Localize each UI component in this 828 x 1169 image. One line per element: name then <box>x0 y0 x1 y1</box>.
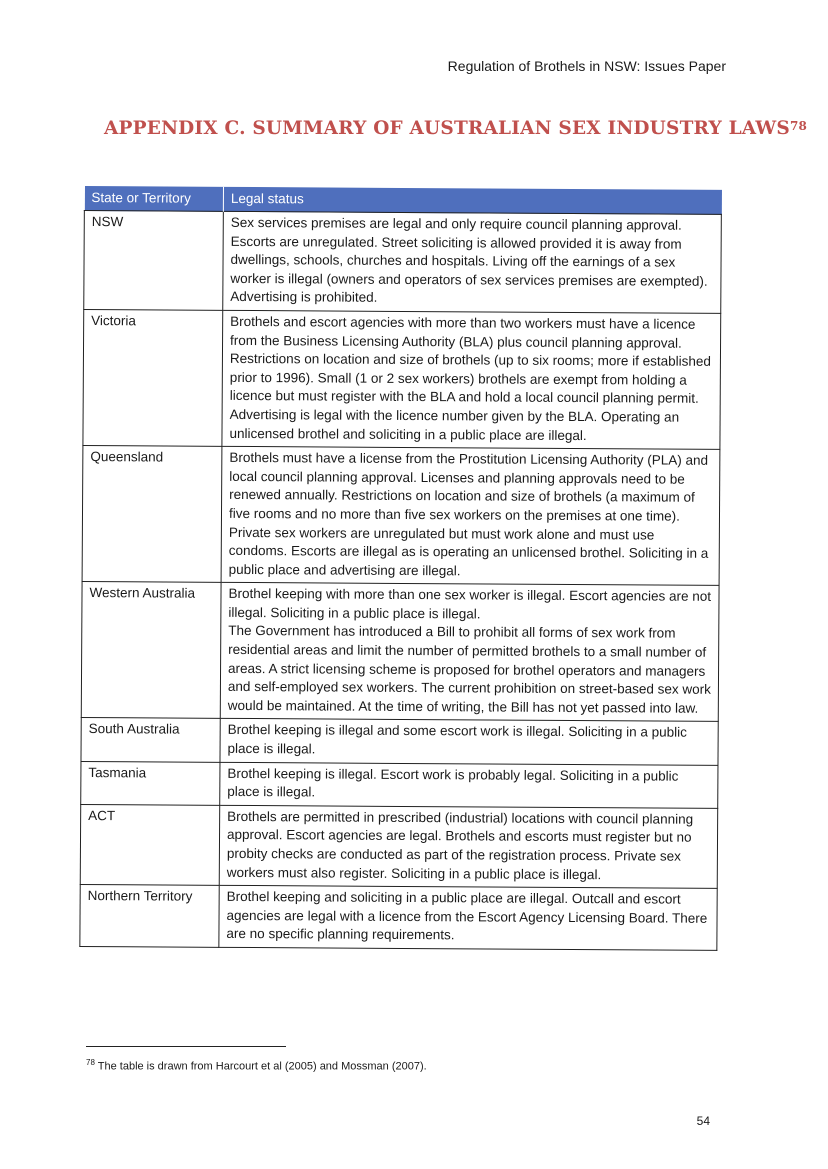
state-cell: Tasmania <box>81 761 220 805</box>
legal-status-cell: Sex services premises are legal and only require council planning approval. Escorts are unregulated. Street soliciting is allowed provided it is away from dwellings, schools, churches and hospitals. Living off the earnings of a sex worker is illegal (owners and operators of sex services premises are exempted). Advertising is prohibited. <box>223 211 722 313</box>
page-number: 54 <box>696 1114 710 1128</box>
legal-status-cell: Brothel keeping is illegal. Escort work is probably legal. Soliciting in a public place is illegal. <box>220 762 718 808</box>
state-cell: South Australia <box>81 718 220 762</box>
legal-status-paragraph: Brothel keeping with more than one sex worker is illegal. Escort agencies are not illegal. Soliciting in a public place is illegal. <box>228 586 712 622</box>
legal-status-cell: Brothels must have a license from the Prostitution Licensing Authority (PLA) and local council planning approval. Licenses and planning approvals need to be renewed annually. Restrictions on location and size of brothels (a maximum of five rooms and no more than five sex workers on the premises at one time). Private sex workers are unregulated but must work alone and must use condoms. Escorts are illegal as is operating an unlicensed brothel. Soliciting in a public place and advertising are illegal. <box>221 446 720 585</box>
footnote <box>86 1058 427 1073</box>
legal-status-cell: Brothels are permitted in prescribed (industrial) locations with council planning approval. Escort agencies are legal. Brothels and escorts must register but no probity checks are conducted as part of the registration process. Private sex workers must also register. Soliciting in a public place is illegal. <box>219 805 717 888</box>
footnote-divider <box>86 1046 286 1047</box>
state-cell: Victoria <box>83 309 223 446</box>
footnote-number: 78 <box>86 1058 95 1067</box>
table-row <box>81 582 719 722</box>
table-row <box>80 804 717 888</box>
table-row <box>82 446 720 586</box>
state-cell: Western Australia <box>81 582 221 719</box>
state-cell: ACT <box>80 804 219 885</box>
state-cell: Northern Territory <box>80 885 219 948</box>
table-row <box>84 211 722 314</box>
sex-industry-laws-table <box>79 186 722 951</box>
legal-status-cell: Brothel keeping is illegal and some escort work is illegal. Soliciting in a public place is illegal. <box>220 719 718 765</box>
running-header: Regulation of Brothels in NSW: Issues Paper <box>447 58 726 74</box>
legal-status-paragraph: The Government has introduced a Bill to prohibit all forms of sex work from residential areas and limit the number of permitted brothels to a small number of areas. A strict licensing scheme is proposed for brothel operators and managers and self-employed sex workers. The current prohibition on street-based sex work would be maintained. At the time of writing, the Bill has not yet passed into law. <box>227 623 711 716</box>
state-cell: Queensland <box>82 446 222 583</box>
column-header-state: State or Territory <box>84 186 223 211</box>
footnote-reference: 78 <box>789 119 808 133</box>
footnote-text: The table is drawn from Harcourt et al (2005) and Mossman (2007). <box>97 1060 427 1073</box>
appendix-title <box>104 118 807 139</box>
legal-status-cell: Brothel keeping and soliciting in a public place are illegal. Outcall and escort agencies are legal with a licence from the Escort Agency Licensing Board. There are no specific planning requirements. <box>219 886 717 951</box>
column-header-legal-status: Legal status <box>223 187 721 215</box>
legal-status-cell <box>220 583 719 722</box>
table-row <box>83 309 721 449</box>
table-row <box>80 885 717 951</box>
appendix-title-text: APPENDIX C. SUMMARY OF AUSTRALIAN SEX INDUSTRY LAWS <box>104 118 790 139</box>
table-row <box>81 761 718 808</box>
state-cell: NSW <box>84 211 224 311</box>
legal-status-cell: Brothels and escort agencies with more than two workers must have a licence from the Business Licensing Authority (BLA) plus council planning approval. Restrictions on location and size of brothels (up to six rooms; more if established prior to 1996). Small (1 or 2 sex workers) brothels are exempt from holding a licence but must register with the BLA and hold a local council planning permit. Advertising is legal with the licence number given by the BLA. Operating an unlicensed brothel and soliciting in a public place are illegal. <box>222 310 721 449</box>
table-row <box>81 718 718 765</box>
